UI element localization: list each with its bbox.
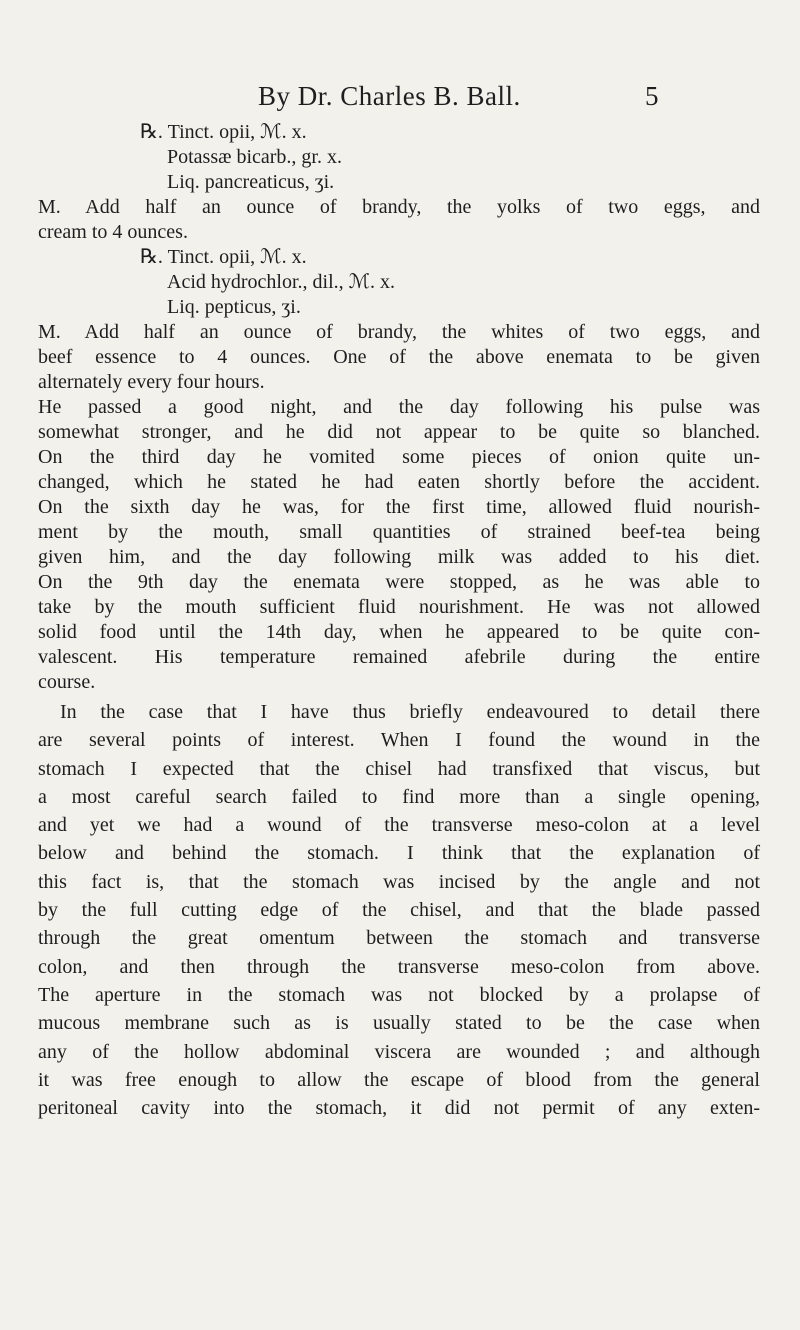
text-line: M. Add half an ounce of brandy, the yolks of two eggs, and bbox=[38, 196, 760, 218]
text-line: this fact is, that the stomach was incised by the angle and not bbox=[38, 870, 760, 893]
paragraph-ninth-day bbox=[38, 570, 760, 695]
text-line: mucous membrane such as is usually stated to be the case when bbox=[38, 1012, 760, 1035]
prescription-2-line-1: ℞. Tinct. opii, ℳ. x. bbox=[140, 246, 307, 268]
text-line: In the case that I have thus briefly endeavoured to detail there bbox=[60, 701, 760, 723]
text-line: solid food until the 14th day, when he appeared to be quite con- bbox=[38, 621, 760, 643]
text-line: somewhat stronger, and he did not appear to be quite so blanched. bbox=[38, 421, 760, 443]
paragraph-mixture-1 bbox=[38, 195, 760, 245]
text-line: M. Add half an ounce of brandy, the whites of two eggs, and bbox=[38, 321, 760, 343]
prescription-1-line-3: Liq. pancreaticus, ʒi. bbox=[167, 171, 335, 193]
text-line: a most careful search failed to find more than a single opening, bbox=[38, 785, 760, 808]
prescription-1-line-2: Potassæ bicarb., gr. x. bbox=[167, 146, 342, 168]
text-line: by the full cutting edge of the chisel, and that the blade passed bbox=[38, 899, 760, 922]
text-line: alternately every four hours. bbox=[38, 371, 265, 393]
text-line: On the 9th day the enemata were stopped, as he was able to bbox=[38, 571, 760, 593]
prescription-2-line-2: Acid hydrochlor., dil., ℳ. x. bbox=[167, 271, 396, 293]
prescription-2-line-3: Liq. pepticus, ʒi. bbox=[167, 296, 301, 318]
text-line: are several points of interest. When I found the wound in the bbox=[38, 729, 760, 752]
text-line: through the great omentum between the stomach and transverse bbox=[38, 927, 760, 950]
text-line: course. bbox=[38, 671, 96, 693]
text-line: On the sixth day he was, for the first time, allowed fluid nourish- bbox=[38, 496, 760, 518]
text-line: ment by the mouth, small quantities of strained beef-tea being bbox=[38, 521, 760, 543]
text-line: valescent. His temperature remained afebrile during the entire bbox=[38, 646, 760, 668]
text-line: stomach I expected that the chisel had transfixed that viscus, but bbox=[38, 757, 760, 780]
text-line: On the third day he vomited some pieces of onion quite un- bbox=[38, 446, 760, 468]
page-number: 5 bbox=[645, 81, 659, 111]
paragraph-mixture-2 bbox=[38, 320, 760, 395]
text-line: beef essence to 4 ounces. One of the above enemata to be given bbox=[38, 346, 760, 368]
text-line: The aperture in the stomach was not blocked by a prolapse of bbox=[38, 983, 760, 1006]
paragraph-sixth-day bbox=[38, 495, 760, 570]
running-title: By Dr. Charles B. Ball. bbox=[258, 81, 521, 111]
text-line: and yet we had a wound of the transverse meso-colon at a level bbox=[38, 814, 760, 837]
text-line: any of the hollow abdominal viscera are wounded ; and although bbox=[38, 1040, 760, 1063]
text-line: He passed a good night, and the day following his pulse was bbox=[38, 396, 760, 418]
paragraph-third-day bbox=[38, 445, 760, 495]
paragraph-case-discussion bbox=[38, 698, 760, 1122]
prescription-1-line-1: ℞. Tinct. opii, ℳ. x. bbox=[140, 121, 307, 143]
paragraph-good-night bbox=[38, 395, 760, 445]
text-line: given him, and the day following milk was added to his diet. bbox=[38, 546, 760, 568]
text-line: below and behind the stomach. I think that the explanation of bbox=[38, 842, 760, 865]
text-line: cream to 4 ounces. bbox=[38, 221, 188, 243]
text-line: take by the mouth sufficient fluid nourishment. He was not allowed bbox=[38, 596, 760, 618]
running-header bbox=[0, 76, 800, 116]
text-line: colon, and then through the transverse meso-colon from above. bbox=[38, 955, 760, 978]
text-line: peritoneal cavity into the stomach, it did not permit of any exten- bbox=[38, 1097, 760, 1120]
text-line: it was free enough to allow the escape of blood from the general bbox=[38, 1068, 760, 1091]
text-line: changed, which he stated he had eaten shortly before the accident. bbox=[38, 471, 760, 493]
